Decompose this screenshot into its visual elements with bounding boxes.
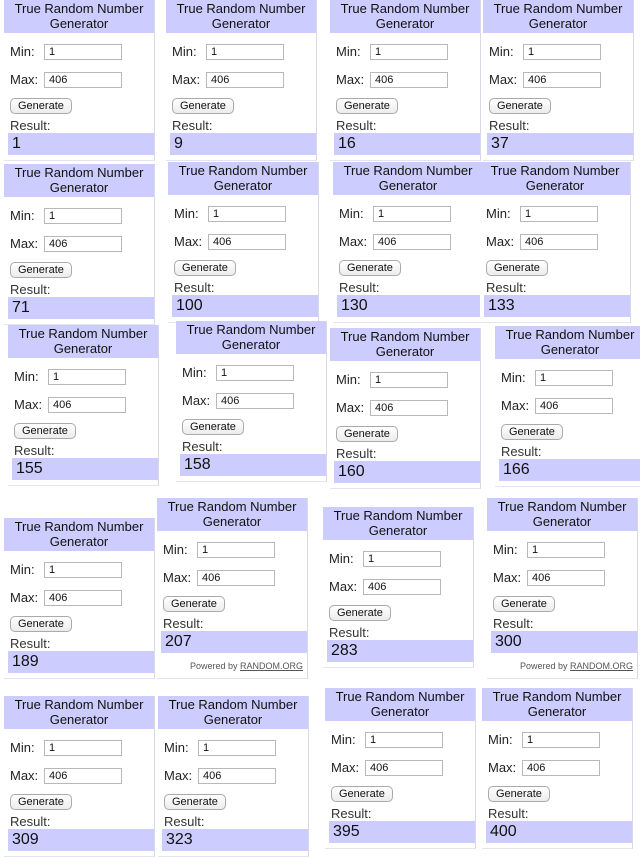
rng-widget <box>483 0 634 161</box>
max-label: Max: <box>10 72 39 87</box>
result-value: 323 <box>162 829 308 851</box>
max-field[interactable] <box>520 234 598 250</box>
max-label: Max: <box>331 760 360 775</box>
rng-widget <box>495 326 640 487</box>
result-value: 71 <box>8 297 154 319</box>
generate-button[interactable]: Generate <box>164 794 226 810</box>
rng-widget <box>325 688 476 849</box>
result-value: 166 <box>499 459 640 481</box>
rng-widget <box>166 0 317 161</box>
result-label: Result: <box>14 443 55 458</box>
max-label: Max: <box>486 234 515 249</box>
max-field[interactable] <box>527 570 605 586</box>
min-label: Min: <box>174 206 199 221</box>
min-field[interactable] <box>522 732 600 748</box>
max-field[interactable] <box>522 760 600 776</box>
result-label: Result: <box>493 616 534 631</box>
result-label: Result: <box>10 282 51 297</box>
result-label: Result: <box>172 118 213 133</box>
result-label: Result: <box>339 280 380 295</box>
rng-widget <box>330 328 481 489</box>
powered-by <box>190 661 303 671</box>
rng-widget <box>4 696 155 857</box>
min-field[interactable] <box>197 542 275 558</box>
result-value: 37 <box>487 133 633 155</box>
min-label: Min: <box>10 44 35 59</box>
min-field[interactable] <box>370 44 448 60</box>
result-value: 283 <box>327 640 473 662</box>
result-value: 100 <box>172 295 318 317</box>
widget-title: True Random Number Generator <box>487 498 637 531</box>
max-field[interactable] <box>206 72 284 88</box>
widget-title: True Random Number Generator <box>168 162 318 195</box>
widget-title: True Random Number Generator <box>482 688 632 721</box>
max-label: Max: <box>329 579 358 594</box>
min-label: Min: <box>10 740 35 755</box>
max-label: Max: <box>172 72 201 87</box>
min-field[interactable] <box>44 562 122 578</box>
generate-button[interactable]: Generate <box>10 262 72 278</box>
powered-by <box>520 661 633 671</box>
generate-button[interactable]: Generate <box>10 794 72 810</box>
result-value: 300 <box>491 631 637 653</box>
widget-title: True Random Number Generator <box>166 0 316 33</box>
widget-title: True Random Number Generator <box>4 164 154 197</box>
result-value: 309 <box>8 829 154 851</box>
min-label: Min: <box>331 732 356 747</box>
result-value: 1 <box>8 133 154 155</box>
generate-button[interactable]: Generate <box>10 98 72 114</box>
max-label: Max: <box>501 398 530 413</box>
max-field[interactable] <box>44 236 122 252</box>
min-field[interactable] <box>216 365 294 381</box>
min-label: Min: <box>329 551 354 566</box>
rng-widget <box>480 162 631 323</box>
result-label: Result: <box>10 814 51 829</box>
generate-button[interactable]: Generate <box>486 260 548 276</box>
min-label: Min: <box>182 365 207 380</box>
result-value: 207 <box>161 631 307 653</box>
max-label: Max: <box>10 768 39 783</box>
powered-by-prefix: Powered by <box>189 661 238 671</box>
max-label: Max: <box>339 234 368 249</box>
result-value: 9 <box>170 133 316 155</box>
max-field[interactable] <box>535 398 613 414</box>
min-label: Min: <box>336 44 361 59</box>
min-label: Min: <box>493 542 518 557</box>
rng-widget <box>323 507 474 668</box>
result-label: Result: <box>486 280 527 295</box>
max-label: Max: <box>174 234 203 249</box>
min-field[interactable] <box>198 740 276 756</box>
result-label: Result: <box>10 118 51 133</box>
min-label: Min: <box>336 372 361 387</box>
widget-title: True Random Number Generator <box>8 325 158 358</box>
result-label: Result: <box>489 118 530 133</box>
widget-title: True Random Number Generator <box>323 507 473 540</box>
generate-button[interactable]: Generate <box>488 786 550 802</box>
result-value: 189 <box>8 651 154 673</box>
min-field[interactable] <box>535 370 613 386</box>
generate-button[interactable]: Generate <box>339 260 401 276</box>
min-label: Min: <box>10 208 35 223</box>
widget-title: True Random Number Generator <box>4 0 154 33</box>
min-label: Min: <box>172 44 197 59</box>
rng-widget <box>158 696 309 857</box>
result-label: Result: <box>329 625 370 640</box>
result-value: 158 <box>180 454 326 476</box>
max-label: Max: <box>336 72 365 87</box>
min-field[interactable] <box>527 542 605 558</box>
widget-title: True Random Number Generator <box>330 328 480 361</box>
generate-button[interactable]: Generate <box>336 426 398 442</box>
result-label: Result: <box>336 118 377 133</box>
max-label: Max: <box>14 397 43 412</box>
max-field[interactable] <box>198 768 276 784</box>
min-field[interactable] <box>370 372 448 388</box>
widget-title: True Random Number Generator <box>495 326 640 359</box>
max-field[interactable] <box>523 72 601 88</box>
min-field[interactable] <box>520 206 598 222</box>
rng-widget <box>4 164 155 325</box>
result-label: Result: <box>488 806 529 821</box>
rng-widget <box>8 325 159 486</box>
generate-button[interactable]: Generate <box>329 605 391 621</box>
result-value: 16 <box>334 133 480 155</box>
max-label: Max: <box>489 72 518 87</box>
result-label: Result: <box>331 806 372 821</box>
result-value: 160 <box>334 461 480 483</box>
widget-title: True Random Number Generator <box>4 696 154 729</box>
max-label: Max: <box>493 570 522 585</box>
generate-button[interactable]: Generate <box>163 596 225 612</box>
widget-title: True Random Number Generator <box>480 162 630 195</box>
generate-button[interactable]: Generate <box>172 98 234 114</box>
max-field[interactable] <box>216 393 294 409</box>
max-label: Max: <box>336 400 365 415</box>
generate-button[interactable]: Generate <box>182 419 244 435</box>
generate-button[interactable]: Generate <box>331 786 393 802</box>
min-label: Min: <box>489 44 514 59</box>
generate-button[interactable]: Generate <box>489 98 551 114</box>
min-label: Min: <box>164 740 189 755</box>
result-label: Result: <box>10 636 51 651</box>
min-label: Min: <box>486 206 511 221</box>
min-label: Min: <box>10 562 35 577</box>
min-field[interactable] <box>44 44 122 60</box>
rng-widget <box>168 162 319 323</box>
widget-title: True Random Number Generator <box>330 0 480 33</box>
min-label: Min: <box>163 542 188 557</box>
widget-title: True Random Number Generator <box>483 0 633 33</box>
min-field[interactable] <box>44 740 122 756</box>
result-label: Result: <box>174 280 215 295</box>
max-field[interactable] <box>197 570 275 586</box>
max-label: Max: <box>182 393 211 408</box>
min-field[interactable] <box>208 206 286 222</box>
result-label: Result: <box>501 444 542 459</box>
max-field[interactable] <box>44 590 122 606</box>
generate-button[interactable]: Generate <box>174 260 236 276</box>
generate-button[interactable]: Generate <box>501 424 563 440</box>
result-value: 395 <box>329 821 475 843</box>
rng-widget <box>176 321 327 482</box>
min-field[interactable] <box>365 732 443 748</box>
min-field[interactable] <box>363 551 441 567</box>
generate-button[interactable]: Generate <box>14 423 76 439</box>
rng-widget <box>330 0 481 161</box>
widget-title: True Random Number Generator <box>325 688 475 721</box>
generate-button[interactable]: Generate <box>10 616 72 632</box>
min-label: Min: <box>488 732 513 747</box>
max-label: Max: <box>488 760 517 775</box>
powered-by-prefix: Powered by <box>519 661 568 671</box>
result-label: Result: <box>182 439 223 454</box>
rng-widget <box>157 498 308 679</box>
max-field[interactable] <box>365 760 443 776</box>
result-label: Result: <box>336 446 377 461</box>
min-field[interactable] <box>373 206 451 222</box>
widget-title: True Random Number Generator <box>158 696 308 729</box>
min-label: Min: <box>501 370 526 385</box>
min-field[interactable] <box>48 369 126 385</box>
max-field[interactable] <box>373 234 451 250</box>
max-field[interactable] <box>370 400 448 416</box>
min-field[interactable] <box>44 208 122 224</box>
rng-widget <box>487 498 638 679</box>
widget-title: True Random Number Generator <box>333 162 483 195</box>
result-value: 155 <box>12 458 158 480</box>
rng-widget <box>4 518 155 679</box>
result-value: 133 <box>484 295 630 317</box>
generate-button[interactable]: Generate <box>336 98 398 114</box>
min-field[interactable] <box>206 44 284 60</box>
widget-title: True Random Number Generator <box>157 498 307 531</box>
widget-title: True Random Number Generator <box>176 321 326 354</box>
result-value: 130 <box>337 295 483 317</box>
result-label: Result: <box>164 814 205 829</box>
max-label: Max: <box>164 768 193 783</box>
max-label: Max: <box>10 236 39 251</box>
result-label: Result: <box>163 616 204 631</box>
max-field[interactable] <box>44 768 122 784</box>
min-field[interactable] <box>523 44 601 60</box>
max-field[interactable] <box>48 397 126 413</box>
max-field[interactable] <box>208 234 286 250</box>
max-label: Max: <box>163 570 192 585</box>
rng-widget <box>482 688 633 849</box>
min-label: Min: <box>14 369 39 384</box>
min-label: Min: <box>339 206 364 221</box>
max-field[interactable] <box>370 72 448 88</box>
result-value: 400 <box>486 821 632 843</box>
generate-button[interactable]: Generate <box>493 596 555 612</box>
rng-widget <box>333 162 484 323</box>
widget-title: True Random Number Generator <box>4 518 154 551</box>
max-label: Max: <box>10 590 39 605</box>
random-org-link[interactable]: RANDOM.ORG <box>570 661 633 671</box>
max-field[interactable] <box>44 72 122 88</box>
max-field[interactable] <box>363 579 441 595</box>
random-org-link[interactable]: RANDOM.ORG <box>240 661 303 671</box>
rng-widget <box>4 0 155 161</box>
